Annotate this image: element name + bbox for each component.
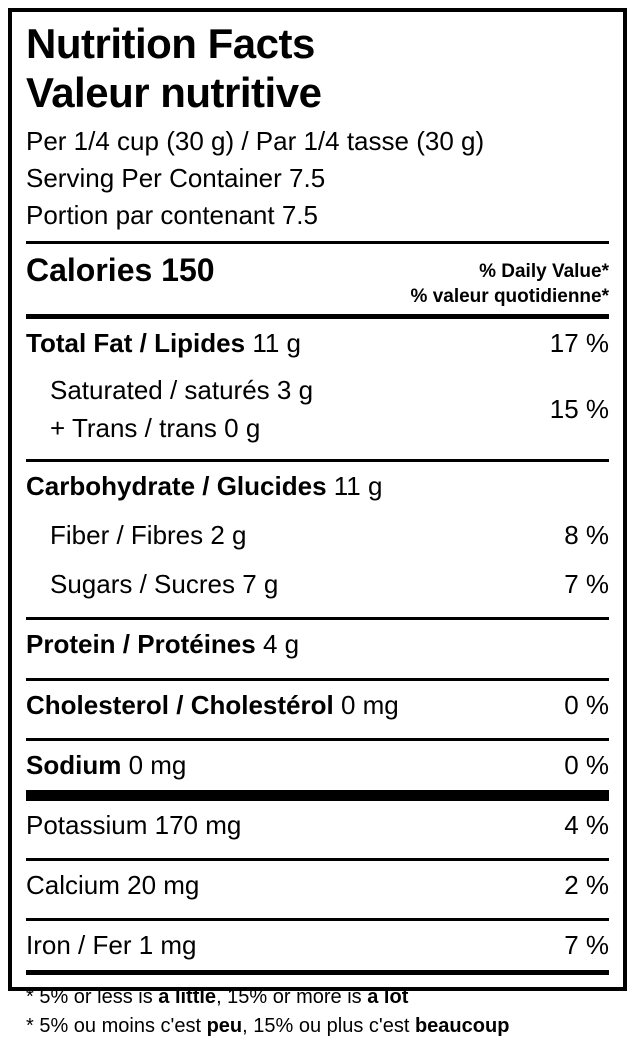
row-sodium (26, 741, 609, 790)
trans-fat-label: + Trans / trans 0 g (50, 412, 261, 443)
cholesterol-label: Cholesterol / Cholestérol (26, 689, 334, 720)
footnote-french-emphasis2: beaucoup (414, 1015, 510, 1038)
cholesterol-amount: 0 mg (340, 689, 399, 720)
footnote-english-emphasis2: a lot (367, 986, 409, 1009)
iron-dv: 7 % (564, 929, 609, 960)
footnote-french-emphasis1: peu (206, 1015, 243, 1038)
title-english: Nutrition Facts (26, 20, 315, 67)
sodium-amount: 0 mg (128, 749, 187, 780)
row-calcium (26, 861, 609, 910)
row-potassium (26, 801, 609, 850)
calcium-dv: 2 % (564, 869, 609, 900)
calcium-label: Calcium 20 mg (26, 869, 200, 900)
daily-value-header (411, 252, 609, 309)
sodium-label: Sodium (26, 749, 122, 780)
potassium-dv: 4 % (564, 809, 609, 840)
label-border (8, 8, 627, 1038)
label-content (26, 20, 609, 1038)
total-fat-amount: 11 g (252, 327, 302, 358)
footnotes (26, 975, 609, 1041)
title-french: Valeur nutritive (26, 69, 322, 117)
serving-size: Per 1/4 cup (30 g) / Par 1/4 tasse (30 g) (26, 126, 485, 157)
divider-above-minerals (26, 790, 609, 801)
row-cholesterol (26, 681, 609, 730)
row-fiber (26, 511, 609, 560)
daily-value-french: % valeur quotidienne* (410, 286, 609, 308)
total-fat-dv: 17 % (549, 327, 609, 358)
carbohydrate-label: Carbohydrate / Glucides (26, 471, 327, 502)
row-iron (26, 921, 609, 970)
row-carbohydrate (26, 462, 609, 511)
footnote-english-part1: * 5% or less is (26, 986, 159, 1009)
footnote-english-emphasis1: a little (158, 986, 217, 1009)
row-fat-subitems (26, 368, 609, 451)
daily-value-english: % Daily Value* (479, 261, 609, 283)
footnote-english-part2: , 15% or more is (216, 986, 368, 1009)
fat-subitems-dv: 15 % (549, 393, 609, 424)
footnote-english (26, 983, 609, 1012)
servings-per-container-french: Portion par contenant 7.5 (26, 200, 318, 231)
potassium-label: Potassium 170 mg (26, 809, 242, 840)
carbohydrate-amount: 11 g (333, 471, 383, 502)
iron-label: Iron / Fer 1 mg (26, 929, 197, 960)
cholesterol-dv: 0 % (564, 689, 609, 720)
calories-value: Calories 150 (26, 252, 215, 289)
protein-amount: 4 g (262, 629, 300, 660)
sugars-label: Sugars / Sucres 7 g (50, 569, 279, 600)
fiber-label: Fiber / Fibres 2 g (50, 520, 247, 551)
footnote-french (26, 1012, 609, 1041)
row-sugars (26, 560, 609, 609)
row-total-fat (26, 319, 609, 368)
protein-label: Protein / Protéines (26, 629, 256, 660)
footnote-french-part1: * 5% ou moins c'est (26, 1015, 207, 1038)
sugars-dv: 7 % (564, 569, 609, 600)
servings-per-container-english: Serving Per Container 7.5 (26, 163, 326, 194)
footnote-french-part2: , 15% ou plus c'est (242, 1015, 415, 1038)
fiber-dv: 8 % (564, 520, 609, 551)
saturated-fat-label: Saturated / saturés 3 g (50, 374, 314, 405)
sodium-dv: 0 % (564, 749, 609, 780)
row-protein (26, 620, 609, 669)
total-fat-label: Total Fat / Lipides (26, 327, 246, 358)
calories-row (26, 244, 609, 313)
